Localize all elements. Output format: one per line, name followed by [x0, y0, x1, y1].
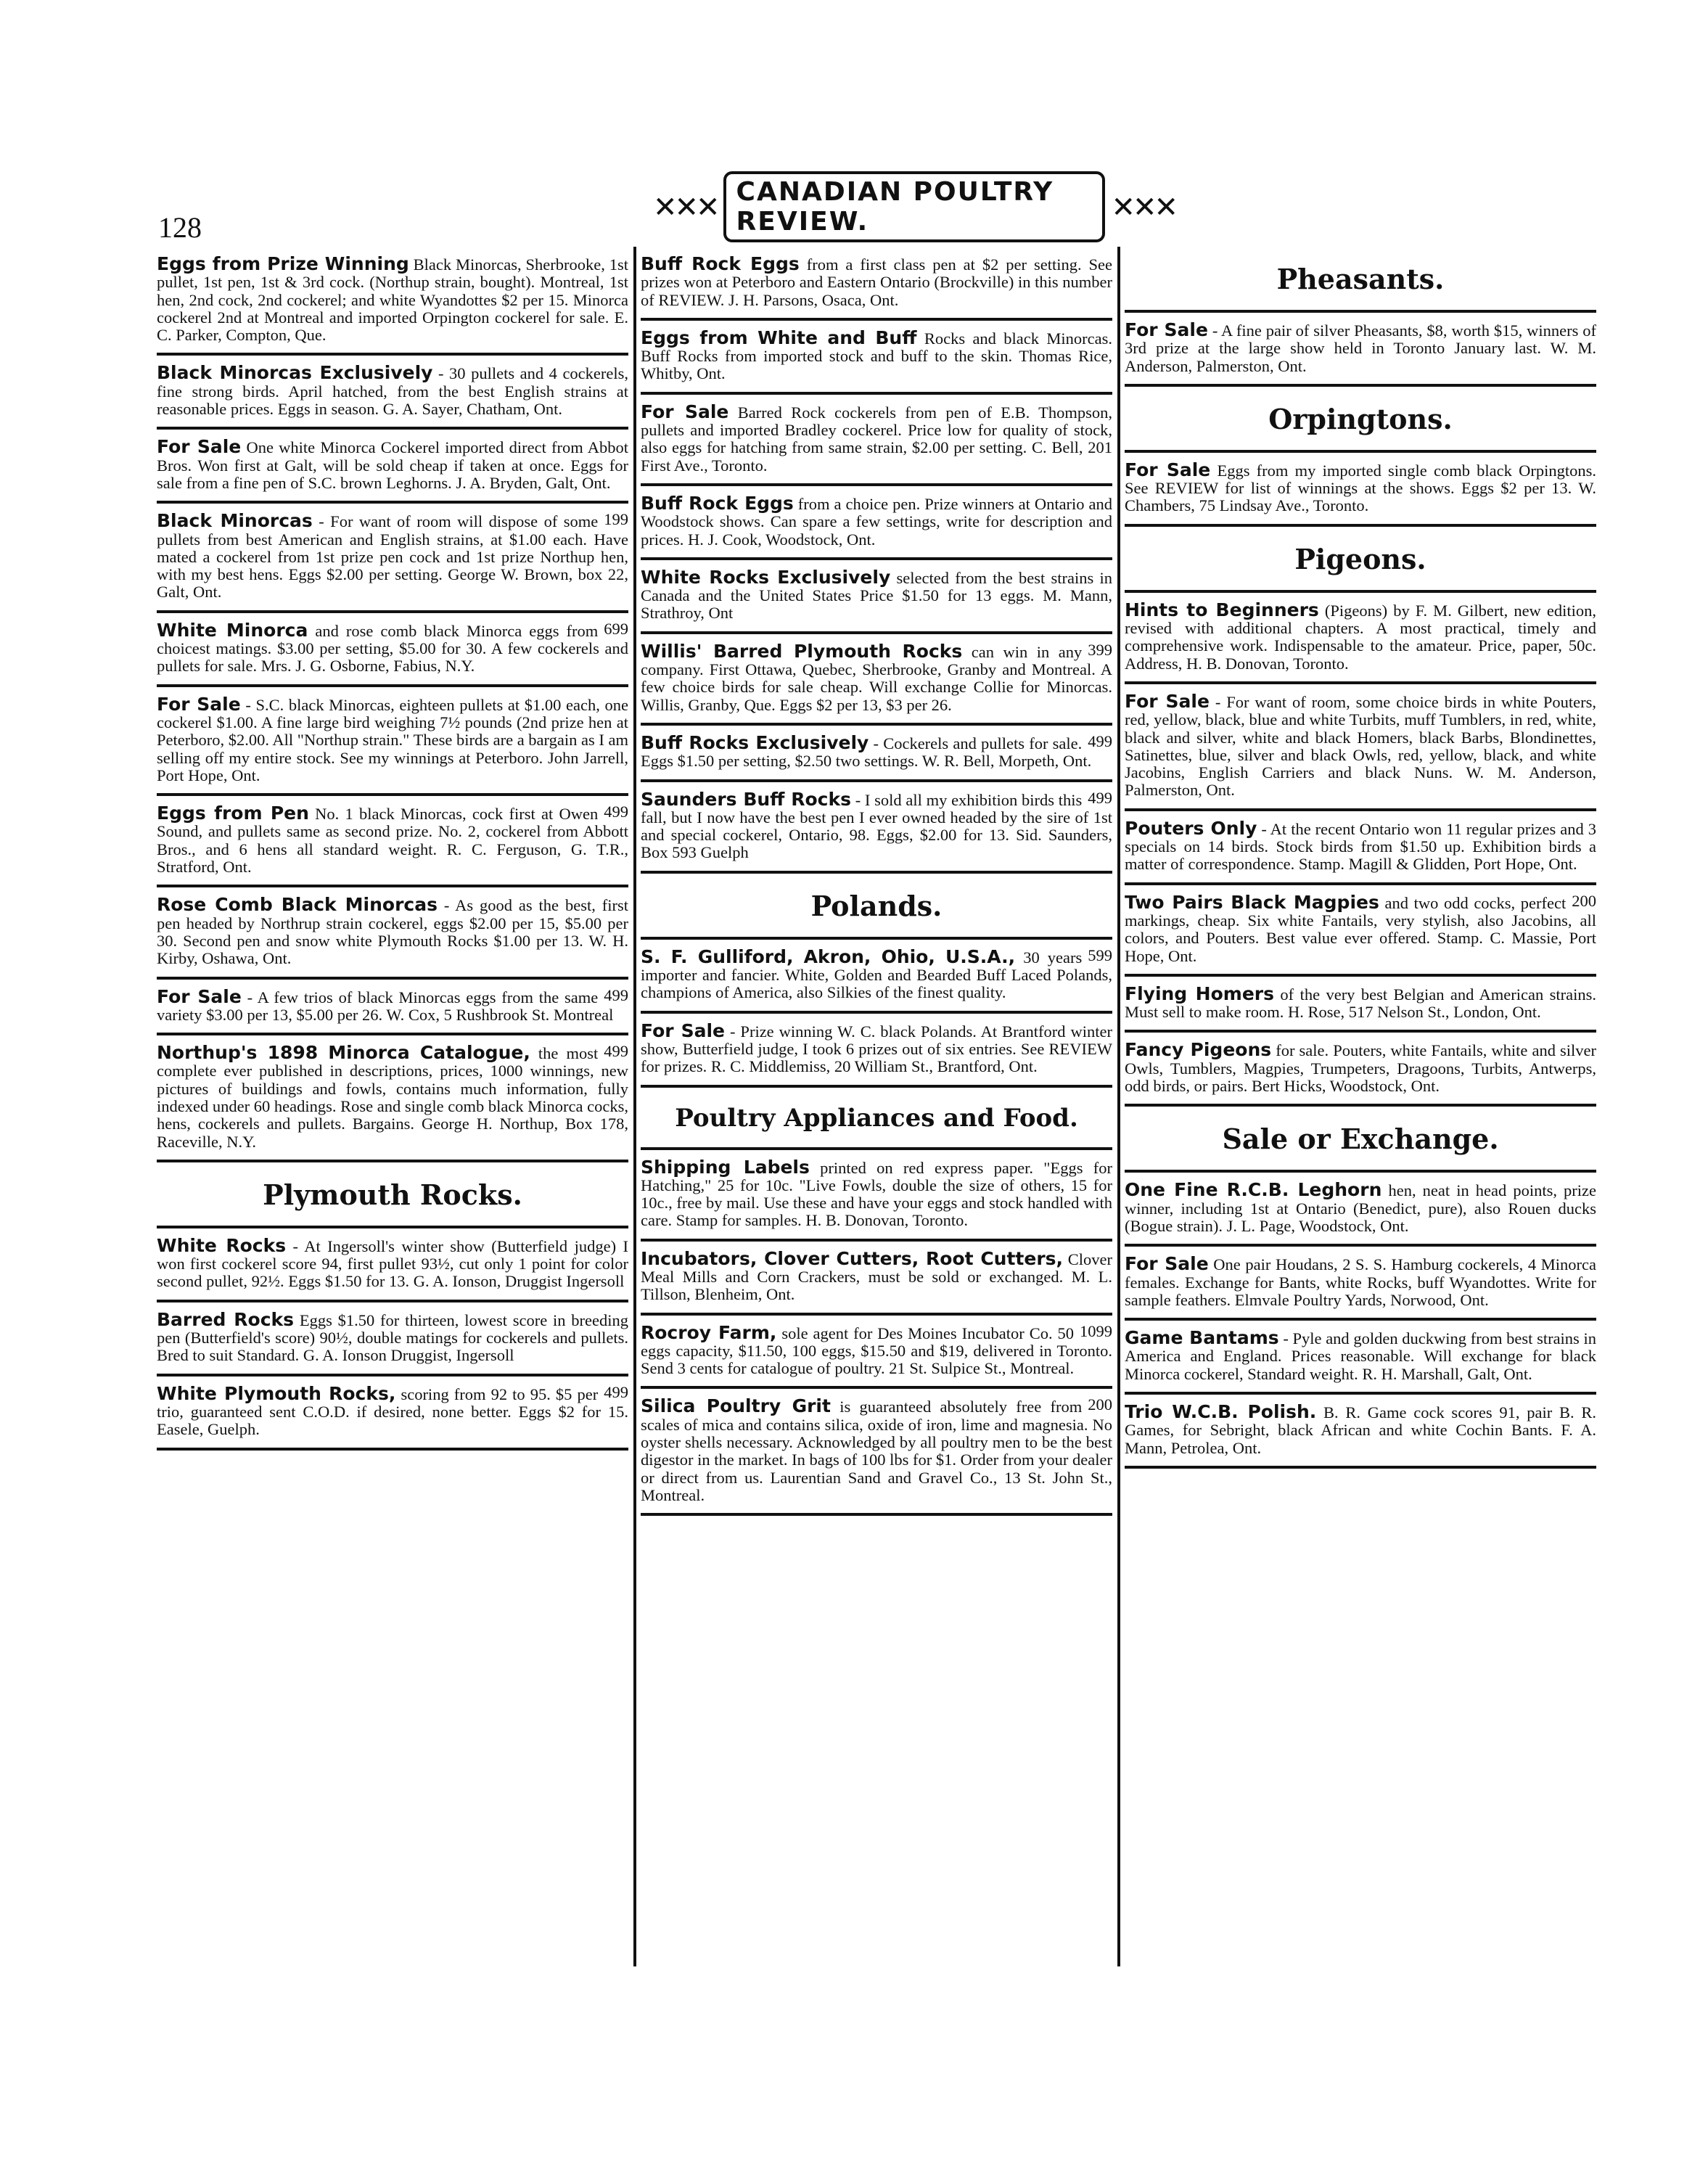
ad-body: Barred Rock cockerels from pen of E.B. Thompson, pullets and imported Bradley cockerel. Price low for quality of stock, also eggs for hatching from same strain, $2.00 per setting. C. Bell, 201 First Ave., Toronto. [641, 403, 1112, 475]
ad-body: of the very best Belgian and American strains. Must sell to make room. H. Rose, 517 Nelson St., London, Ont. [1125, 985, 1596, 1022]
ad-headline: Willis' Barred Plymouth Rocks [641, 640, 963, 662]
classified-ad [1125, 684, 1596, 811]
classified-ad [1125, 313, 1596, 387]
ad-body: is guaranteed absolutely free from scales of mica and contains silica, oxide of iron, lime and magnesia. No oyster shells necessary. Acknowledged by all poultry men to be the best digestor in the market. In bags of 100 lbs for $1. Order from your dealer or direct from us. Laurentian Sand and Gravel Co., 13 St. John St., Montreal. [641, 1398, 1112, 1504]
ad-headline: Two Pairs Black Magpies [1125, 891, 1379, 913]
ad-body: - For want of room, some choice birds in white Pouters, red, yellow, black, blue and white Turbits, muff Tumblers, in red, white, black and silver, white and black Homers, black Barbs, Blondinettes, Satinettes, blue, silver and black Owls, red, yellow, black, and white Jacobins, English Carriers and black Nuns. W. M. Anderson, Palmerston, Ont. [1125, 692, 1596, 800]
section-heading-plymouth-rocks: Plymouth Rocks. [157, 1162, 628, 1228]
ad-body: - 30 pullets and 4 cockerels, fine strong birds. April hatched, from the best English strains at reasonable prices. Eggs in season. G. A. Sayer, Chatham, Ont. [157, 364, 629, 419]
ad-body: - At Ingersoll's winter show (Butterfield judge) I won first cockerel score 94, first pullet 93½, cut only 1 point for color second pullet, 92½. Eggs $1.50 for 13. G. A. Ionson, Druggist Ingersoll [157, 1236, 628, 1291]
classified-ad [157, 1228, 628, 1302]
ad-body: No. 1 black Minorcas, cock first at Owen Sound, and pullets same as second prize. No. 2, cockerel from Abbott Bros., and 6 hens all standard weight. R. C. Ferguson, G. T.R., Stratford, Ont. [157, 805, 628, 877]
ad-headline: For Sale [157, 985, 242, 1007]
ad-headline: Trio W.C.B. Polish. [1125, 1400, 1317, 1422]
ad-code: 599 [1088, 945, 1112, 964]
ad-list [1125, 1173, 1596, 1469]
ad-headline: Buff Rock Eggs [641, 253, 800, 274]
ad-code: 399 [1088, 640, 1112, 659]
section-heading-pigeons: Pigeons. [1125, 527, 1596, 593]
ad-code: 499 [604, 1042, 628, 1061]
ad-body: and rose comb black Minorca eggs from choicest matings. $3.00 per setting, $5.00 for 30. A few cockerels and pullets for sale. Mrs. J. G. Osborne, Fabius, N.Y. [157, 621, 628, 676]
classified-ad [641, 560, 1112, 634]
ad-headline: S. F. Gulliford, Akron, Ohio, U.S.A., [641, 945, 1016, 967]
ad-body: Clover Meal Mills and Corn Crackers, must be sold or exchanged. M. L. Tillson, Blenheim, Ont. [641, 1250, 1112, 1304]
classified-ad [641, 247, 1112, 321]
column-3 [1125, 247, 1596, 1469]
classified-ad [157, 980, 628, 1036]
ad-code: 699 [604, 619, 628, 638]
ad-headline: Fancy Pigeons [1125, 1039, 1272, 1061]
ad-headline: White Minorca [157, 619, 308, 641]
ad-body: hen, neat in head points, prize winner, including 1st at Ontario (Benedict, pure), also Rouen ducks (Bogue strain). J. L. Page, Woodstock, Ont. [1125, 1181, 1596, 1235]
classified-ad [641, 395, 1112, 486]
column-1 [157, 247, 628, 1451]
masthead-title: CANADIAN POULTRY REVIEW. [723, 171, 1106, 242]
classified-ad [641, 1150, 1112, 1242]
ad-list [641, 940, 1112, 1088]
ad-list [157, 247, 628, 1162]
ad-body: (Pigeons) by F. M. Gilbert, new edition, revised with additional chapters. A most practical, timely and comprehensive work. Indispensable to the amateur. Price, paper, 50c. Address, H. B. Donovan, Toronto. [1125, 601, 1596, 673]
ad-body: and two odd cocks, perfect markings, cheap. Six white Fantails, very stylish, also Jacobins, all colors, and Pouters. Best value ever offered. Stamp. C. Massie, Port Hope, Ont. [1125, 893, 1596, 965]
classified-ad [157, 1035, 628, 1162]
ad-body: scoring from 92 to 95. $5 per trio, guaranteed sent C.O.D. if desired, none better. Eggs $2 for 15. Easele, Guelph. [157, 1384, 628, 1439]
ad-headline: For Sale [641, 401, 729, 422]
classified-ad [1125, 1033, 1596, 1107]
classified-ad [157, 796, 628, 887]
ad-headline: Pouters Only [1125, 817, 1257, 839]
classified-ad [157, 504, 628, 612]
ad-headline: Barred Rocks [157, 1308, 295, 1330]
ad-headline: Game Bantams [1125, 1327, 1279, 1349]
ad-headline: Rose Comb Black Minorcas [157, 894, 438, 916]
ad-headline: For Sale [157, 693, 241, 715]
classified-ad [641, 726, 1112, 782]
ad-code: 499 [604, 985, 628, 1004]
classified-ad [1125, 1395, 1596, 1469]
ad-body: from a first class pen at $2 per setting. See prizes won at Peterboro and Eastern Ontario (Brockville) in this number of REVIEW. J. H. Parsons, Osaca, Ont. [641, 255, 1112, 309]
ad-body: - Cockerels and pullets for sale. Eggs $1.50 per setting, $2.50 two settings. W. R. Bell, Morpeth, Ont. [641, 734, 1092, 771]
ad-code: 499 [1088, 731, 1112, 750]
classified-ad [1125, 977, 1596, 1033]
classified-ad [1125, 811, 1596, 885]
ad-code: 200 [1572, 891, 1596, 910]
ad-headline: Flying Homers [1125, 982, 1275, 1004]
ad-body: - Pyle and golden duckwing from best strains in America and England. Prices reasonable. Will exchange for black Minorca cockerel, Standard weight. R. H. Marshall, Galt, Ont. [1125, 1329, 1596, 1383]
ad-headline: Buff Rock Eggs [641, 492, 794, 514]
ad-headline: Black Minorcas [157, 510, 313, 532]
ad-headline: For Sale [157, 436, 242, 458]
ornament-left-icon: ✕✕✕ [653, 190, 718, 223]
ad-body: One white Minorca Cockerel imported direct from Abbot Bros. Won first at Galt, will be sold cheap if taken at once. Eggs for sale from a fine pen of S.C. brown Leghorns. J. A. Bryden, Galt, Ont. [157, 438, 628, 492]
ad-body: - Prize winning W. C. black Polands. At Brantford winter show, Butterfield judge, I took 6 prizes out of six entries. See REVIEW for prizes. R. C. Middlemiss, 20 William St., Brantford, Ont. [641, 1022, 1112, 1076]
classified-ad [641, 1389, 1112, 1516]
ad-headline: Shipping Labels [641, 1156, 810, 1178]
classified-ad [1125, 885, 1596, 977]
classified-ad [157, 356, 628, 430]
section-heading-pheasants: Pheasants. [1125, 247, 1596, 313]
ad-list [157, 1228, 628, 1451]
ad-body: - For want of room will dispose of some pullets from best American and English strains, at $1.00 each. Have mated a cockerel from 1st prize pen cock and 1st prize Northup hen, with my best hens. Eggs $2.00 per setting. George W. Brown, box 22, Galt, Ont. [157, 512, 628, 602]
ad-headline: One Fine R.C.B. Leghorn [1125, 1179, 1382, 1201]
classified-ad [157, 1302, 628, 1377]
ad-headline: For Sale [1125, 690, 1210, 712]
masthead [653, 177, 1175, 237]
ad-body: - A fine pair of silver Pheasants, $8, worth $15, winners of 3rd prize at the large show held in Toronto January last. W. M. Anderson, Palmerston, Ont. [1125, 321, 1596, 375]
classified-ad [1125, 453, 1596, 527]
ad-body: can win in any company. First Ottawa, Quebec, Sherbrooke, Granby and Montreal. A few choice birds for sale cheap. Will exchange Collie for Minorcas. Willis, Granby, Que. Eggs $2 per 13, $3 per 26. [641, 642, 1112, 714]
ad-body: Eggs from my imported single comb black Orpingtons. See REVIEW for list of winnings at the shows. Eggs $2 per 13. W. Chambers, 75 Lindsay Ave., Toronto. [1125, 461, 1596, 515]
classified-ad [1125, 1173, 1596, 1247]
ad-body: Black Minorcas, Sherbrooke, 1st pullet, 1st pen, 1st & 3rd cock. (Northup strain, bought). Montreal, 1st hen, 2nd cock, 2nd cockerel; and white Wyandottes $2 per 15. Minorca cockerel 2nd at Montreal and imported Orpington cockerel for sale. E. C. Parker, Compton, Que. [157, 255, 628, 345]
ad-body: for sale. Pouters, white Fantails, white and silver Owls, Tumblers, Magpies, Trumpeters, Dragoons, Turbits, Antwerps, odd birds, or pairs. Bert Hicks, Woodstock, Ont. [1125, 1041, 1596, 1096]
ad-headline: White Plymouth Rocks, [157, 1382, 396, 1404]
ad-body: - I sold all my exhibition birds this fall, but I now have the best pen I ever owned headed by the sire of 1st and special cockerel, Ontario, 98. Eggs, $2.00 for 13. Sid. Saunders, Box 593 Guelph [641, 790, 1112, 862]
ad-headline: Eggs from Pen [157, 803, 309, 824]
ad-body: One pair Houdans, 2 S. S. Hamburg cockerels, 4 Minorca females. Exchange for Bants, white Rocks, buff Wyandottes. Write for sample feathers. Elmvale Poultry Yards, Norwood, Ont. [1125, 1255, 1596, 1309]
ad-headline: Saunders Buff Rocks [641, 788, 851, 810]
section-heading-orpingtons: Orpingtons. [1125, 387, 1596, 453]
ad-headline: Hints to Beginners [1125, 599, 1319, 620]
ad-headline: For Sale [1125, 319, 1208, 340]
ad-body: the most complete ever published in descriptions, prices, 1000 winnings, new pictures of buildings and fowls, contains much information, fully indexed under 60 headings. Rose and single comb black Minorca cocks, hens, cockerels and pullets. Bargains. George H. Northup, Box 178, Raceville, N.Y. [157, 1044, 628, 1151]
ad-body: selected from the best strains in Canada and the United States Price $1.50 for 13 eggs. M. Mann, Strathroy, Ont [641, 568, 1113, 623]
classified-ad [641, 1242, 1112, 1316]
section-heading-appliances: Poultry Appliances and Food. [641, 1088, 1112, 1150]
ad-headline: Black Minorcas Exclusively [157, 362, 433, 384]
classified-ad [641, 634, 1112, 726]
ad-body: sole agent for Des Moines Incubator Co. 50 eggs capacity, $11.50, 100 eggs, $15.50 and $19, delivered in Toronto. Send 3 cents for catalogue of poultry. 21 St. Sulpice St., Montreal. [641, 1324, 1112, 1378]
ad-body: Rocks and black Minorcas. Buff Rocks from imported stock and buff to the skin. Thomas Rice, Whitby, Ont. [641, 329, 1112, 383]
classified-ad [641, 1014, 1112, 1088]
classified-ad [157, 247, 628, 356]
ad-headline: White Rocks Exclusively [641, 566, 891, 588]
ad-headline: Buff Rocks Exclusively [641, 731, 869, 753]
ad-headline: Eggs from White and Buff [641, 327, 917, 348]
ad-code: 1099 [1080, 1321, 1112, 1340]
ad-code: 200 [1088, 1395, 1112, 1414]
ad-body: - At the recent Ontario won 11 regular prizes and 3 specials on 14 birds. Stock birds from $1.50 up. Exhibition birds a matter of correspondence. Stamp. Magill & Glidden, Port Hope, Ont. [1125, 819, 1596, 874]
ad-list [641, 247, 1112, 874]
ad-headline: Eggs from Prize Winning [157, 253, 409, 274]
page-number: 128 [158, 211, 202, 244]
section-heading-polands: Polands. [641, 874, 1112, 940]
ad-code: 199 [604, 510, 628, 529]
ad-headline: For Sale [1125, 1253, 1209, 1275]
ad-body: B. R. Game cock scores 91, pair B. R. Games, for Sebright, black African and white Cochin Bants. F. A. Mann, Petrolea, Ont. [1125, 1403, 1596, 1457]
classified-ad [157, 430, 628, 504]
ad-headline: For Sale [641, 1019, 726, 1041]
ornament-right-icon: ✕✕✕ [1111, 190, 1175, 223]
ad-list [1125, 313, 1596, 387]
ad-headline: Silica Poultry Grit [641, 1395, 831, 1417]
column-rule [1117, 247, 1120, 1966]
ad-headline: For Sale [1125, 459, 1211, 480]
column-rule [633, 247, 636, 1966]
ad-body: - S.C. black Minorcas, eighteen pullets at $1.00 each, one cockerel $1.00. A fine large bird weighing 7½ pounds (2nd prize hen at Peterboro, $2.00. All "Northup strain." These birds are a bargain as I am selling off my entire stock. See my winnings at Peterboro. John Jarrell, Port Hope, Ont. [157, 695, 628, 784]
classified-ad [157, 687, 628, 796]
classified-ad [641, 321, 1112, 395]
ad-body: from a choice pen. Prize winners at Ontario and Woodstock shows. Can spare a few settings, write for description and prices. H. J. Cook, Woodstock, Ont. [641, 494, 1113, 549]
classified-ad [157, 887, 628, 979]
ad-headline: White Rocks [157, 1234, 287, 1256]
classified-ad [641, 486, 1112, 560]
ad-headline: Northup's 1898 Minorca Catalogue, [157, 1042, 530, 1064]
classified-ad [157, 613, 628, 687]
ad-body: 30 years importer and fancier. White, Golden and Bearded Buff Laced Polands, champions of America, also Silkies of the finest quality. [641, 948, 1112, 1002]
classified-ad [641, 1316, 1112, 1390]
classified-ad [157, 1377, 628, 1451]
ad-body: - A few trios of black Minorcas eggs from the same variety $3.00 per 13, $5.00 per 26. W. Cox, 5 Rushbrook St. Montreal [157, 988, 614, 1024]
ad-body: - As good as the best, first pen headed by Northrup strain cockerel, eggs $2.00 per 15, $5.00 per 30. Second pen and snow white Plymouth Rocks $1.00 per 13. W. H. Kirby, Oshawa, Ont. [157, 896, 628, 968]
ad-headline: Rocroy Farm, [641, 1321, 777, 1343]
classified-ad [641, 940, 1112, 1014]
ad-body: printed on red express paper. "Eggs for Hatching," 25 for 10c. "Live Fowls, double the size of others, 15 for 10c., free by mail. Use these and have your eggs and stock handled with care. Stamp for samples. H. B. Donovan, Toronto. [641, 1158, 1112, 1230]
classified-ad [641, 782, 1112, 874]
classified-ad [1125, 593, 1596, 684]
ad-list [1125, 593, 1596, 1107]
classified-ad [1125, 1321, 1596, 1395]
ad-headline: Incubators, Clover Cutters, Root Cutters, [641, 1247, 1064, 1269]
ad-body: Eggs $1.50 for thirteen, lowest score in breeding pen (Butterfield's score) 90½, double matings for cockerels and pullets. Bred to suit Standard. G. A. Ionson Druggist, Ingersoll [157, 1310, 629, 1365]
section-heading-sale-or-exchange: Sale or Exchange. [1125, 1107, 1596, 1173]
column-2 [641, 247, 1112, 1516]
ad-list [641, 1150, 1112, 1517]
ad-code: 499 [1088, 788, 1112, 807]
classified-ad [1125, 1247, 1596, 1321]
ad-code: 499 [604, 803, 628, 821]
ad-list [1125, 453, 1596, 527]
ad-code: 499 [604, 1382, 628, 1401]
